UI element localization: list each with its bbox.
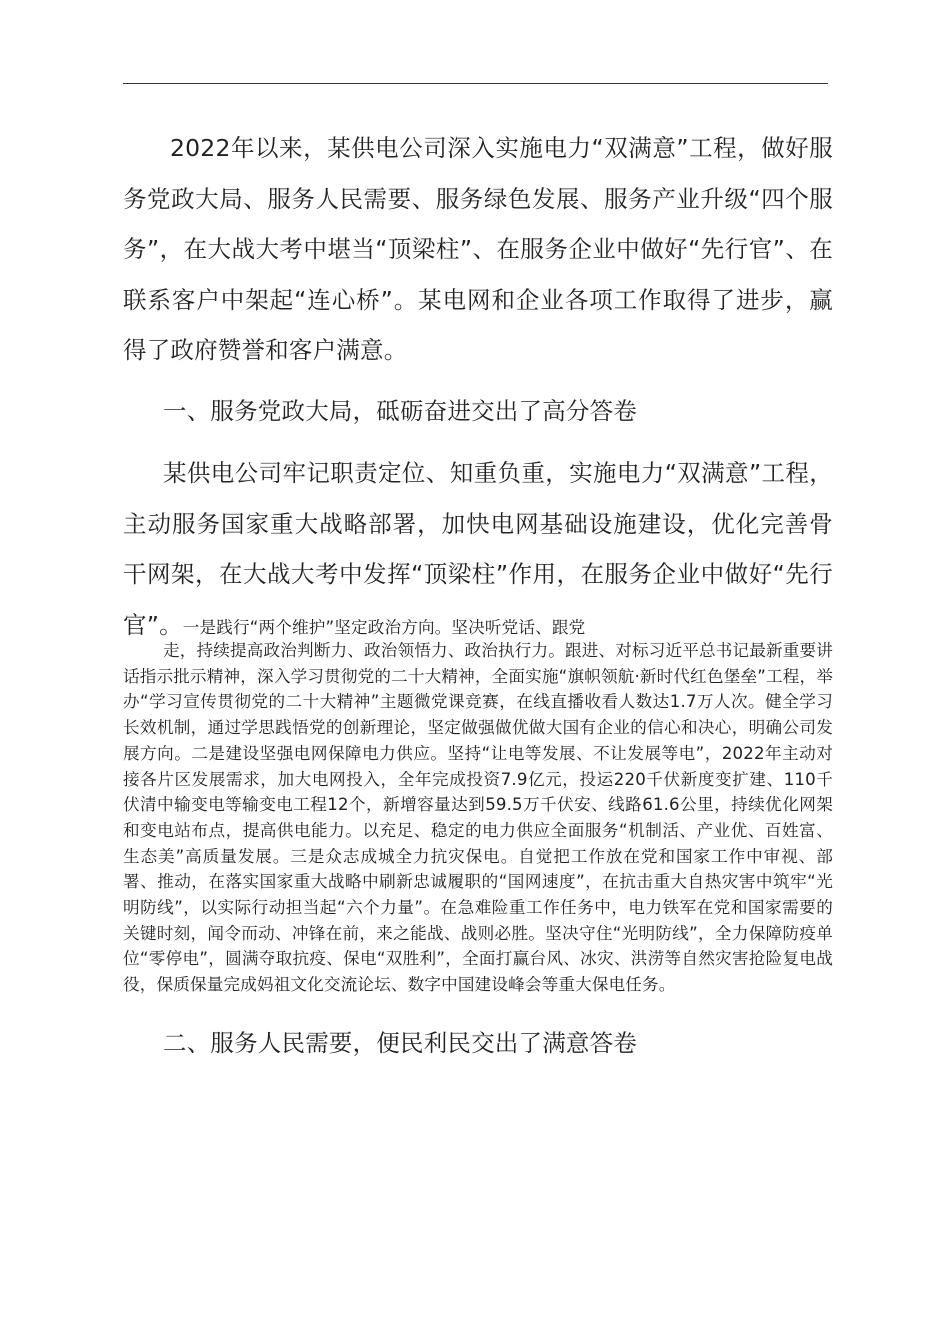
- section-1-inline-start: 一是践行“两个维护”坚定政治方向。坚决听党话、跟党: [182, 617, 586, 637]
- section-1-heading: 一、服务党政大局，砥砺奋进交出了高分答卷: [163, 396, 637, 425]
- section-1-paragraph: [123, 448, 833, 998]
- intro-paragraph: 2022年以来，某供电公司深入实施电力“双满意”工程，做好服务党政大局、服务人民需要、服务绿色发展、服务产业升级“四个服务”，在大战大考中堪当“顶梁柱”、在服务企业中做好“先行官”、在联系客户中架起“连心桥”。某电网和企业各项工作取得了进步，赢得了政府赞誉和客户满意。: [123, 134, 833, 364]
- header-rule: [123, 83, 828, 84]
- section-1-lead: 某供电公司牢记职责定位、知重负重，实施电力“双满意”工程，主动服务国家重大战略部署，加快电网基础设施建设，优化完善骨干网架，在大战大考中发挥“顶梁柱”作用，在服务企业中做好“先行官”。: [123, 459, 833, 639]
- section-1-body: 走，持续提高政治判断力、政治领悟力、政治执行力。跟进、对标习近平总书记最新重要讲话指示批示精神，深入学习贯彻党的二十大精神，全面实施“旗帜领航·新时代红色堡垒”工程，举办“学习宣传贯彻党的二十大精神”主题微党课竞赛，在线直播收看人数达1.7万人次。健全学习长效机制，通过学思践悟党的创新理论，坚定做强做优做大国有企业的信心和决心，明确公司发展方向。二是建设坚强电网保障电力供应。坚持“让电等发展、不让发展等电”，2022年主动对接各片区发展需求，加大电网投入，全年完成投资7.9亿元，投运220千伏新度变扩建、110千伏清中输变电等输变电工程12个，新增容量达到59.5万千伏安、线路61.6公里，持续优化网架和变电站布点，提高供电能力。以充足、稳定的电力供应全面服务“机制活、产业优、百姓富、生态美”高质量发展。三是众志成城全力抗灾保电。自觉把工作放在党和国家工作中审视、部署、推动，在落实国家重大战略中刷新忠诚履职的“国网速度”，在抗击重大自热灾害中筑牢“光明防线”，以实际行动担当起“六个力量”。在急难险重工作任务中，电力铁军在党和国家需要的关键时刻，闻令而动、冲锋在前，来之能战、战则必胜。坚决守住“光明防线”，全力保障防疫单位“零停电”，圆满夺取抗疫、保电“双胜利”，全面打赢台风、冰灾、洪涝等自然灾害抢险复电战役，保质保量完成妈祖文化交流论坛、数字中国建设峰会等重大保电任务。: [123, 641, 833, 995]
- section-2-heading: 二、服务人民需要，便民利民交出了满意答卷: [163, 1028, 637, 1057]
- document-body: [123, 123, 833, 1068]
